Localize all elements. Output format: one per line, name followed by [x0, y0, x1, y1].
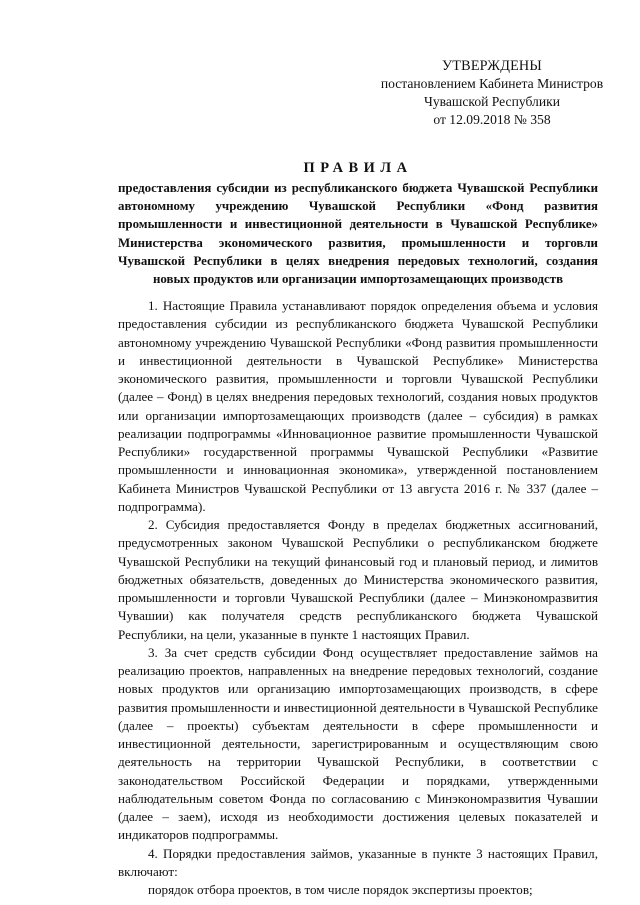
- document-subtitle: предоставления субсидии из республиканского бюджета Чувашской Республики автономному учреждению Чувашской Республики «Фонд развития промышленности и инвестиционной деятельности в Чувашской Республике» Министерства экономического развития, промышленности и торговли Чувашской Республики в целях внедрения передовых технологий, создания новых продуктов или организации импортозамещающих производств: [118, 181, 598, 287]
- approval-line-3: от 12.09.2018 № 358: [433, 112, 551, 127]
- paragraph-3: 3. За счет средств субсидии Фонд осуществляет предоставление займов на реализацию проектов, направленных на внедрение передовых технологий, создание новых продуктов или организацию импортозамещающих производств, в сфере развития промышленности и инвестиционной деятельности в Чувашской Республике (далее – проекты) субъектам деятельности в сфере промышленности и инвестиционной деятельности, зарегистрированным и осуществляющим свою деятельность на территории Чувашской Республики, в соответствии с законодательством Российской Федерации и порядками, утвержденными наблюдательным советом Фонда по согласованию с Минэкономразвития Чувашии (далее – заем), исходя из необходимости достижения целевых показателей и индикаторов подпрограммы.: [118, 644, 598, 843]
- approval-line-2: Чувашской Республики: [424, 94, 560, 109]
- document-body: [118, 297, 598, 899]
- paragraph-1: 1. Настоящие Правила устанавливают порядок определения объема и условия предоставления субсидии из республиканского бюджета Чувашской Республики автономному учреждению Чувашской Республики «Фонд развития промышленности и инвестиционной деятельности в Чувашской Республике» Министерства экономического развития, промышленности и торговли Чувашской Республики (далее – Фонд) в целях внедрения передовых технологий, создания новых продуктов или организации импортозамещающих производств (далее – субсидия) в рамках реализации подпрограммы «Инновационное развитие промышленности Чувашской Республики» государственной программы Чувашской Республики «Развитие промышленности и инновационная экономика», утвержденной постановлением Кабинета Министров Чувашской Республики от 13 августа 2016 г. № 337 (далее – подпрограмма).: [118, 298, 598, 514]
- approval-heading: УТВЕРЖДЕНЫ: [442, 58, 542, 74]
- approval-block: [362, 57, 622, 129]
- approval-line-1: постановлением Кабинета Министров: [380, 76, 604, 91]
- document-title: ПРАВИЛА: [303, 160, 413, 176]
- paragraph-2: 2. Субсидия предоставляется Фонду в пределах бюджетных ассигнований, предусмотренных законом Чувашской Республики о республиканском бюджете Чувашской Республики на текущий финансовый год и плановый период, и лимитов бюджетных обязательств, доведенных до Министерства экономического развития, промышленности и торговли Чувашской Республики (далее – Минэкономразвития Чувашии) как получателя средств республиканского бюджета Чувашской Республики, на цели, указанные в пункте 1 настоящих Правил.: [118, 517, 598, 642]
- paragraph-4: 4. Порядки предоставления займов, указанные в пункте 3 настоящих Правил, включают:: [118, 845, 598, 879]
- list-item: порядок отбора проектов, в том числе порядок экспертизы проектов;: [148, 882, 533, 897]
